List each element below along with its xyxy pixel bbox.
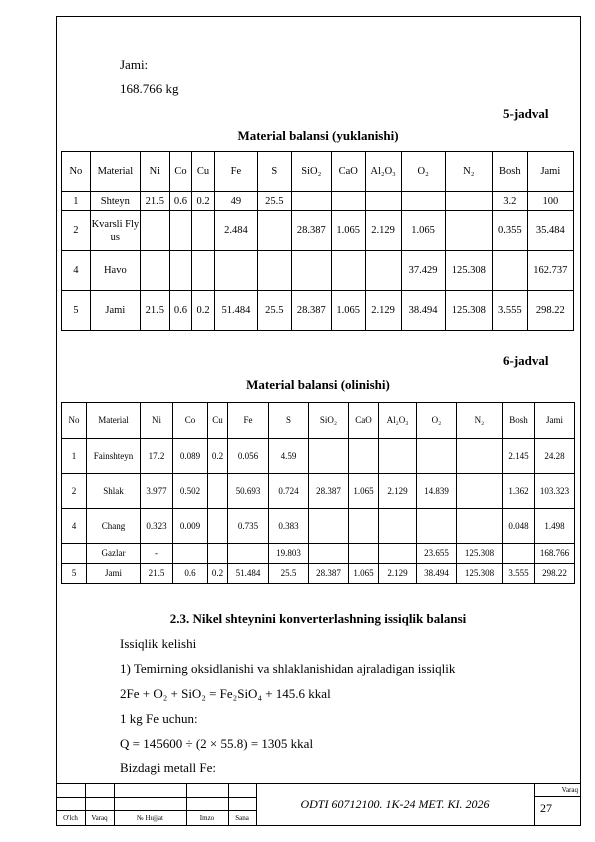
table2-label: 6-jadval bbox=[503, 353, 549, 368]
table-cell: 1.065 bbox=[331, 291, 365, 331]
table-cell: 125.308 bbox=[457, 564, 503, 584]
table-cell bbox=[309, 439, 349, 474]
table1-label: 5-jadval bbox=[503, 106, 549, 121]
table-row bbox=[62, 564, 575, 584]
table-cell bbox=[331, 251, 365, 291]
table-cell: 2.129 bbox=[365, 211, 401, 251]
table-cell: 37.429 bbox=[401, 251, 445, 291]
table-cell: 25.5 bbox=[257, 192, 291, 211]
body-line-4: 1 kg Fe uchun: bbox=[120, 711, 198, 726]
table-cell: 298.22 bbox=[535, 564, 575, 584]
table-cell: 1 bbox=[62, 192, 91, 211]
table-cell: 2.129 bbox=[379, 474, 417, 509]
header-cell: Bosh bbox=[492, 152, 527, 192]
table-cell: 35.484 bbox=[527, 211, 573, 251]
stamp-label-sana: Sana bbox=[235, 814, 249, 822]
table-cell bbox=[457, 474, 503, 509]
table-cell bbox=[349, 509, 379, 544]
table-cell: 0.355 bbox=[492, 211, 527, 251]
table-cell: 1.065 bbox=[331, 211, 365, 251]
table-cell bbox=[257, 211, 291, 251]
table-cell: 0.056 bbox=[228, 439, 269, 474]
table-cell: 25.5 bbox=[257, 291, 291, 331]
total-label: Jami: bbox=[120, 57, 149, 72]
table-cell bbox=[379, 544, 417, 564]
table-cell bbox=[365, 192, 401, 211]
header-cell: N₂ bbox=[445, 152, 492, 192]
table-cell bbox=[349, 439, 379, 474]
table-row bbox=[62, 211, 574, 251]
body-line-1: Issiqlik kelishi bbox=[120, 636, 197, 651]
table-cell: Fainshteyn bbox=[87, 439, 141, 474]
header-cell: Fe bbox=[228, 403, 269, 439]
header-cell: O₂ bbox=[417, 403, 457, 439]
table-cell: 2.484 bbox=[214, 211, 257, 251]
table-row bbox=[62, 291, 574, 331]
table-cell: 24.28 bbox=[535, 439, 575, 474]
table-cell bbox=[492, 251, 527, 291]
table-cell: 49 bbox=[214, 192, 257, 211]
table-cell bbox=[257, 251, 291, 291]
table-cell bbox=[365, 251, 401, 291]
table-cell: 3.555 bbox=[492, 291, 527, 331]
table-cell: 125.308 bbox=[457, 544, 503, 564]
table-cell: 21.5 bbox=[141, 564, 173, 584]
table-cell: Kvarsli Flyus bbox=[90, 211, 140, 251]
table-cell: 0.009 bbox=[173, 509, 208, 544]
table-cell bbox=[169, 251, 192, 291]
table-cell: 1 bbox=[62, 439, 87, 474]
table-cell: 1.362 bbox=[503, 474, 535, 509]
table-cell: 1.065 bbox=[349, 564, 379, 584]
table-cell: Shlak bbox=[87, 474, 141, 509]
table-cell: 3.977 bbox=[141, 474, 173, 509]
header-cell: Co bbox=[173, 403, 208, 439]
header-cell: Material bbox=[87, 403, 141, 439]
table-cell bbox=[291, 192, 331, 211]
table-cell bbox=[445, 192, 492, 211]
table-cell: 4 bbox=[62, 509, 87, 544]
header-cell: Material bbox=[90, 152, 140, 192]
table2-title: Material balansi (olinishi) bbox=[246, 377, 390, 392]
table-cell bbox=[379, 439, 417, 474]
table-cell: 168.766 bbox=[535, 544, 575, 564]
header-cell: CaO bbox=[349, 403, 379, 439]
table-cell bbox=[445, 211, 492, 251]
table-cell: 25.5 bbox=[269, 564, 309, 584]
header-cell: S bbox=[257, 152, 291, 192]
table-cell: 2 bbox=[62, 211, 91, 251]
table-cell bbox=[379, 509, 417, 544]
table-cell: 162.737 bbox=[527, 251, 573, 291]
table-cell: 0.735 bbox=[228, 509, 269, 544]
table-cell: 28.387 bbox=[309, 564, 349, 584]
header-cell: N₂ bbox=[457, 403, 503, 439]
header-row bbox=[62, 152, 574, 192]
table-cell: 21.5 bbox=[140, 192, 169, 211]
table-cell bbox=[309, 509, 349, 544]
table-cell bbox=[457, 439, 503, 474]
body-line-3: 2Fe + O₂ + SiO₂ = Fe₂SiO₄ + 145.6 kkal bbox=[120, 686, 331, 701]
table-cell bbox=[309, 544, 349, 564]
header-cell: Al₂O₃ bbox=[365, 152, 401, 192]
body-line-5: Q = 145600 ÷ (2 × 55.8) = 1305 kkal bbox=[120, 736, 314, 751]
stamp-label-olch: O'lch bbox=[63, 814, 78, 822]
table-cell bbox=[349, 544, 379, 564]
table-cell: 0.724 bbox=[269, 474, 309, 509]
header-cell: No bbox=[62, 152, 91, 192]
body-line-6: Bizdagi metall Fe: bbox=[120, 760, 217, 775]
table-cell: 38.494 bbox=[417, 564, 457, 584]
table-cell: 0.2 bbox=[208, 564, 228, 584]
table-row bbox=[62, 251, 574, 291]
table-cell bbox=[401, 192, 445, 211]
table-cell: 0.323 bbox=[141, 509, 173, 544]
table-cell: 0.2 bbox=[192, 291, 215, 331]
table-cell: 3.555 bbox=[503, 564, 535, 584]
table-cell: 125.308 bbox=[445, 291, 492, 331]
table-row bbox=[62, 509, 575, 544]
header-cell: No bbox=[62, 403, 87, 439]
material-balance-output-table bbox=[61, 402, 575, 584]
table-cell: 51.484 bbox=[228, 564, 269, 584]
header-cell: Ni bbox=[141, 403, 173, 439]
table-cell bbox=[417, 509, 457, 544]
header-cell: SiO₂ bbox=[309, 403, 349, 439]
table-cell: 38.494 bbox=[401, 291, 445, 331]
table-cell: 0.2 bbox=[208, 439, 228, 474]
header-cell: S bbox=[269, 403, 309, 439]
table-cell: 1.498 bbox=[535, 509, 575, 544]
table-cell bbox=[208, 509, 228, 544]
stamp-label-imzo: Imzo bbox=[199, 814, 215, 822]
table-cell: 2.129 bbox=[365, 291, 401, 331]
material-balance-input-table bbox=[61, 151, 574, 331]
table-cell: Jami bbox=[87, 564, 141, 584]
table-cell: 23.655 bbox=[417, 544, 457, 564]
section-title: 2.3. Nikel shteynini konverterlashning issiqlik balansi bbox=[169, 611, 467, 626]
table-cell bbox=[457, 509, 503, 544]
table-cell: - bbox=[141, 544, 173, 564]
table-row bbox=[62, 439, 575, 474]
table-cell: 51.484 bbox=[214, 291, 257, 331]
table-cell: 14.839 bbox=[417, 474, 457, 509]
table-cell bbox=[331, 192, 365, 211]
table-cell: 4 bbox=[62, 251, 91, 291]
body-line-2: 1) Temirning oksidlanishi va shlaklanishidan ajraladigan issiqlik bbox=[120, 661, 456, 676]
table-cell: Gazlar bbox=[87, 544, 141, 564]
header-cell: Cu bbox=[192, 152, 215, 192]
table-cell: 0.383 bbox=[269, 509, 309, 544]
table-cell bbox=[169, 211, 192, 251]
table-cell bbox=[140, 251, 169, 291]
table1-title: Material balansi (yuklanishi) bbox=[237, 128, 399, 143]
table-cell bbox=[192, 211, 215, 251]
document-code: ODTI 60712100. 1K-24 MET. KI. 2026 bbox=[300, 797, 490, 811]
table-cell: 100 bbox=[527, 192, 573, 211]
table-row bbox=[62, 544, 575, 564]
header-cell: Jami bbox=[535, 403, 575, 439]
table-cell: 19.803 bbox=[269, 544, 309, 564]
table-cell bbox=[417, 439, 457, 474]
table-cell: 1.065 bbox=[349, 474, 379, 509]
header-cell: Ni bbox=[140, 152, 169, 192]
table-cell: 0.6 bbox=[173, 564, 208, 584]
table-cell: 0.089 bbox=[173, 439, 208, 474]
table-cell bbox=[228, 544, 269, 564]
table-cell: 0.6 bbox=[169, 192, 192, 211]
table-cell: Jami bbox=[90, 291, 140, 331]
table-cell: 103.323 bbox=[535, 474, 575, 509]
table-cell: 28.387 bbox=[309, 474, 349, 509]
table-cell: Chang bbox=[87, 509, 141, 544]
table-cell: Shteyn bbox=[90, 192, 140, 211]
table-cell: 0.502 bbox=[173, 474, 208, 509]
sheet-label: Varaq bbox=[561, 786, 578, 794]
table-cell: 5 bbox=[62, 564, 87, 584]
title-block bbox=[56, 783, 581, 826]
table-cell: 0.048 bbox=[503, 509, 535, 544]
table-cell: 1.065 bbox=[401, 211, 445, 251]
header-cell: Co bbox=[169, 152, 192, 192]
table-cell: 5 bbox=[62, 291, 91, 331]
table-cell bbox=[173, 544, 208, 564]
table-cell: 4.59 bbox=[269, 439, 309, 474]
table-cell: 3.2 bbox=[492, 192, 527, 211]
header-cell: Cu bbox=[208, 403, 228, 439]
table-cell: 2 bbox=[62, 474, 87, 509]
total-value: 168.766 kg bbox=[120, 81, 179, 96]
table-cell bbox=[192, 251, 215, 291]
table-cell: 17.2 bbox=[141, 439, 173, 474]
header-cell: Jami bbox=[527, 152, 573, 192]
table-row bbox=[62, 192, 574, 211]
table-cell bbox=[208, 544, 228, 564]
table-cell bbox=[62, 544, 87, 564]
table-cell bbox=[140, 211, 169, 251]
stamp-label-hujjat: № Hujjat bbox=[137, 814, 163, 822]
table-cell bbox=[214, 251, 257, 291]
header-cell: O₂ bbox=[401, 152, 445, 192]
header-cell: Fe bbox=[214, 152, 257, 192]
table-cell: Havo bbox=[90, 251, 140, 291]
header-cell: CaO bbox=[331, 152, 365, 192]
table-cell: 125.308 bbox=[445, 251, 492, 291]
table-cell: 28.387 bbox=[291, 211, 331, 251]
table-cell: 50.693 bbox=[228, 474, 269, 509]
table-cell bbox=[291, 251, 331, 291]
table-cell: 0.2 bbox=[192, 192, 215, 211]
header-cell: Bosh bbox=[503, 403, 535, 439]
header-cell: Al₂O₃ bbox=[379, 403, 417, 439]
table-cell: 2.129 bbox=[379, 564, 417, 584]
table-cell bbox=[208, 474, 228, 509]
table-cell: 298.22 bbox=[527, 291, 573, 331]
header-cell: SiO₂ bbox=[291, 152, 331, 192]
table-cell: 28.387 bbox=[291, 291, 331, 331]
table-cell: 21.5 bbox=[140, 291, 169, 331]
table-cell: 0.6 bbox=[169, 291, 192, 331]
table-cell: 2.145 bbox=[503, 439, 535, 474]
table-row bbox=[62, 474, 575, 509]
stamp-label-varaq: Varaq bbox=[91, 814, 108, 822]
sheet-number: 27 bbox=[540, 801, 552, 815]
header-row bbox=[62, 403, 575, 439]
table-cell bbox=[503, 544, 535, 564]
